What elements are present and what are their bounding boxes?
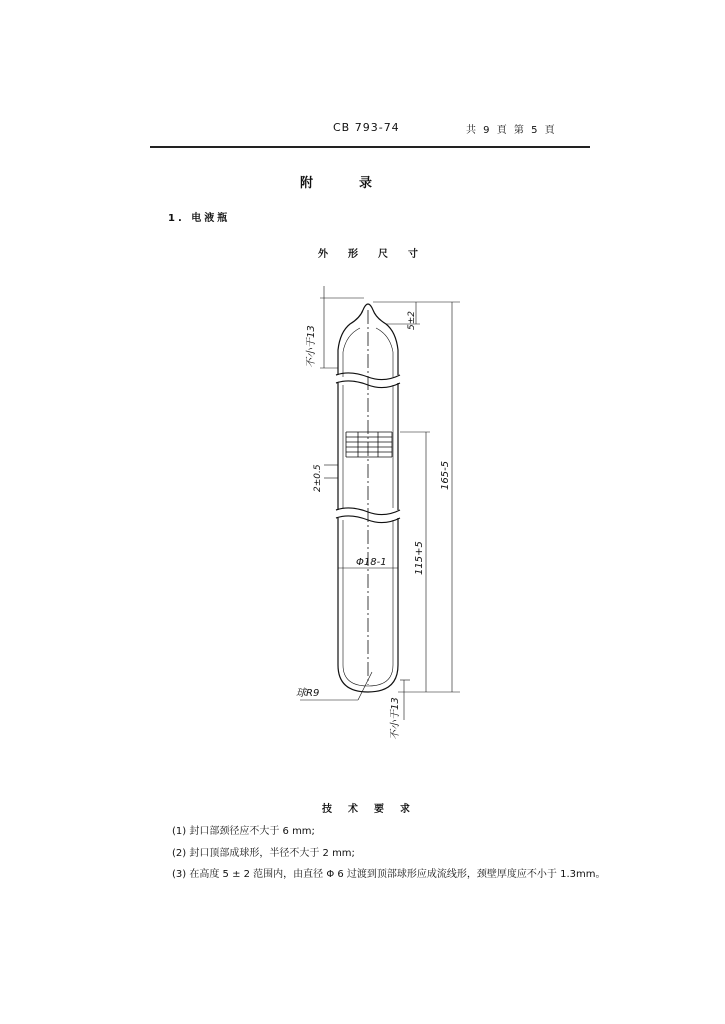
figure-title: 外形尺寸 (318, 249, 438, 260)
dim-bottom-min: 不小于13 (390, 697, 401, 740)
requirements-title: 技术要求 (322, 804, 426, 815)
section-heading: 1. 电液瓶 (168, 213, 231, 224)
header-rule (150, 146, 590, 148)
dim-tip-height: 5±2 (407, 311, 417, 330)
requirement-item: (1) 封口部颈径应不大于 6 mm; (172, 826, 315, 837)
requirement-item: (3) 在高度 5 ± 2 范围内，由直径 Φ 6 过渡到顶部球形应成流线形，颈壁厚度应不小于 1.3mm。 (172, 869, 606, 880)
dim-top-min: 不小于13 (306, 325, 317, 368)
page-info: 共 9 頁 第 5 頁 (466, 125, 557, 136)
dim-graduation: 2±0.5 (313, 464, 323, 492)
appendix-title: 附录 (300, 176, 419, 191)
dim-diameter: Φ18-1 (356, 557, 387, 568)
requirement-item: (2) 封口顶部成球形，半径不大于 2 mm; (172, 848, 355, 859)
standard-number: CB 793-74 (333, 121, 400, 134)
dim-mark-height: 115+5 (414, 541, 425, 575)
dim-overall-length: 165-5 (440, 460, 451, 490)
vial-drawing (280, 280, 470, 750)
dim-bottom-radius: 球R9 (296, 688, 320, 699)
